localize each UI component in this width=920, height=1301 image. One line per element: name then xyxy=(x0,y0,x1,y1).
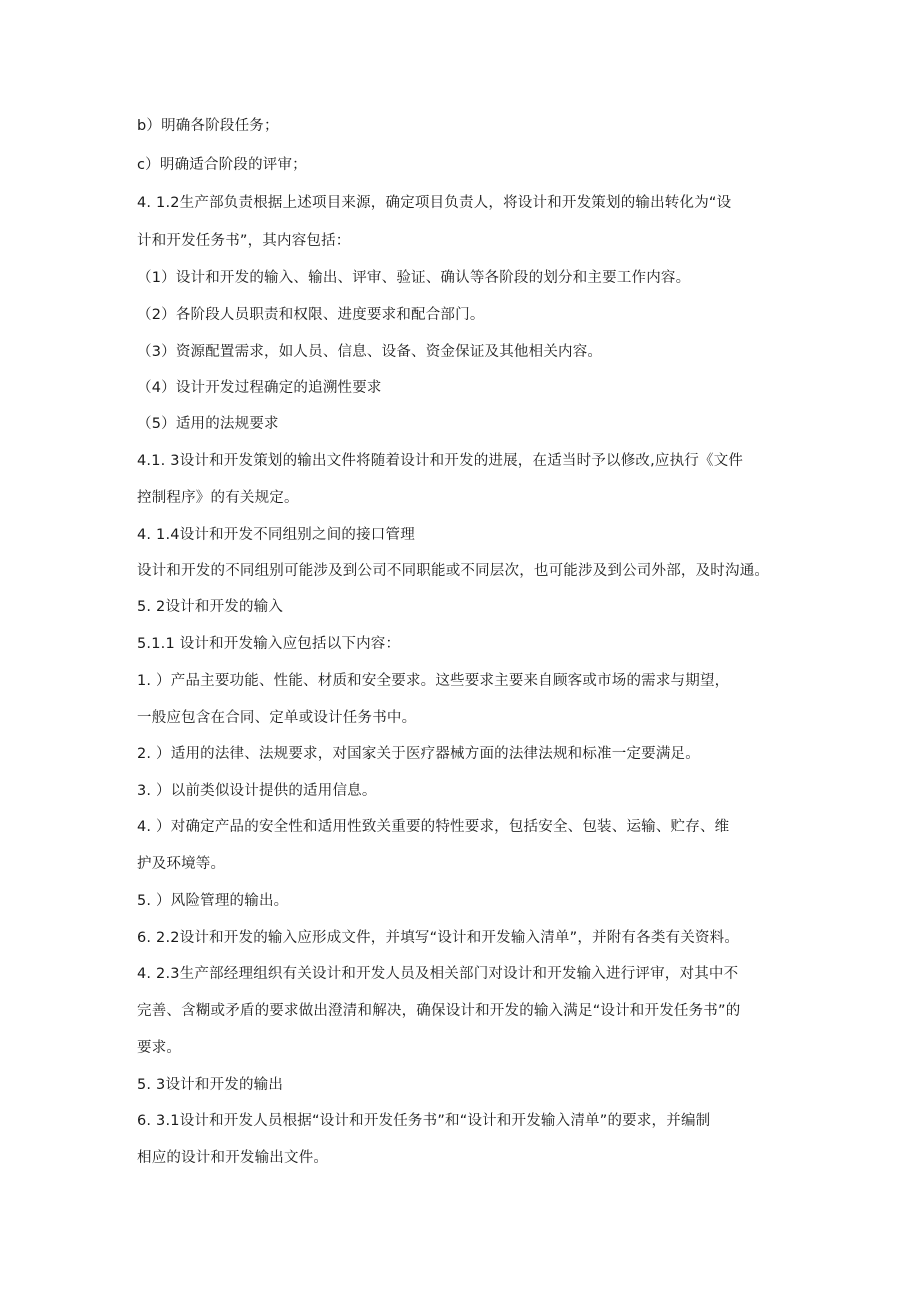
text-line: 4. 2.3生产部经理组织有关设计和开发人员及相关部门对设计和开发输入进行评审，对其中不 xyxy=(137,966,739,982)
text-line: 6. 3.1设计和开发人员根据“设计和开发任务书”和“设计和开发输入清单”的要求，并编制 xyxy=(137,1113,711,1129)
text-line: 设计和开发的不同组别可能涉及到公司不同职能或不同层次，也可能涉及到公司外部，及时沟通。 xyxy=(137,563,770,579)
text-line: c）明确适合阶段的评审； xyxy=(137,157,307,173)
text-line: 2. ）适用的法律、法规要求，对国家关于医疗器械方面的法律法规和标准一定要满足。 xyxy=(137,746,700,762)
text-line: 计和开发任务书”，其内容包括： xyxy=(137,233,351,249)
text-line: 要求。 xyxy=(137,1040,182,1056)
text-line: 4. 1.4设计和开发不同组别之间的接口管理 xyxy=(137,527,415,543)
text-line: （1）设计和开发的输入、输出、评审、验证、确认等各阶段的划分和主要工作内容。 xyxy=(137,270,691,286)
text-line: 1. ）产品主要功能、性能、材质和安全要求。这些要求主要来自顾客或市场的需求与期望， xyxy=(137,673,730,689)
text-line: 控制程序》的有关规定。 xyxy=(137,490,299,506)
text-line: 4.1. 3设计和开发策划的输出文件将随着设计和开发的进展，在适当时予以修改,应执行《文件 xyxy=(137,453,744,469)
text-line: 5. 3设计和开发的输出 xyxy=(137,1077,284,1093)
text-line: 5. ）风险管理的输出。 xyxy=(137,893,289,909)
text-line: （3）资源配置需求，如人员、信息、设备、资金保证及其他相关内容。 xyxy=(137,344,603,360)
text-line: （4）设计开发过程确定的追溯性要求 xyxy=(137,380,382,396)
text-line: 3. ）以前类似设计提供的适用信息。 xyxy=(137,783,377,799)
text-line: （5）适用的法规要求 xyxy=(137,416,279,432)
text-line: b）明确各阶段任务； xyxy=(137,118,279,134)
text-line: 相应的设计和开发输出文件。 xyxy=(137,1150,329,1166)
text-line: 5.1.1 设计和开发输入应包括以下内容： xyxy=(137,636,401,652)
text-line: 5. 2设计和开发的输入 xyxy=(137,599,284,615)
text-line: 4. ）对确定产品的安全性和适用性致关重要的特性要求，包括安全、包装、运输、贮存、维 xyxy=(137,819,730,835)
text-line: 完善、含糊或矛盾的要求做出澄清和解决，确保设计和开发的输入满足“设计和开发任务书”的 xyxy=(137,1003,741,1019)
text-line: 4. 1.2生产部负责根据上述项目来源，确定项目负责人，将设计和开发策划的输出转化为“设 xyxy=(137,195,732,211)
text-line: 一般应包含在合同、定单或设计任务书中。 xyxy=(137,710,417,726)
text-line: 护及环境等。 xyxy=(137,856,226,872)
text-line: 6. 2.2设计和开发的输入应形成文件，并填写“设计和开发输入清单”，并附有各类有关资料。 xyxy=(137,930,740,946)
text-line: （2）各阶段人员职责和权限、进度要求和配合部门。 xyxy=(137,307,485,323)
